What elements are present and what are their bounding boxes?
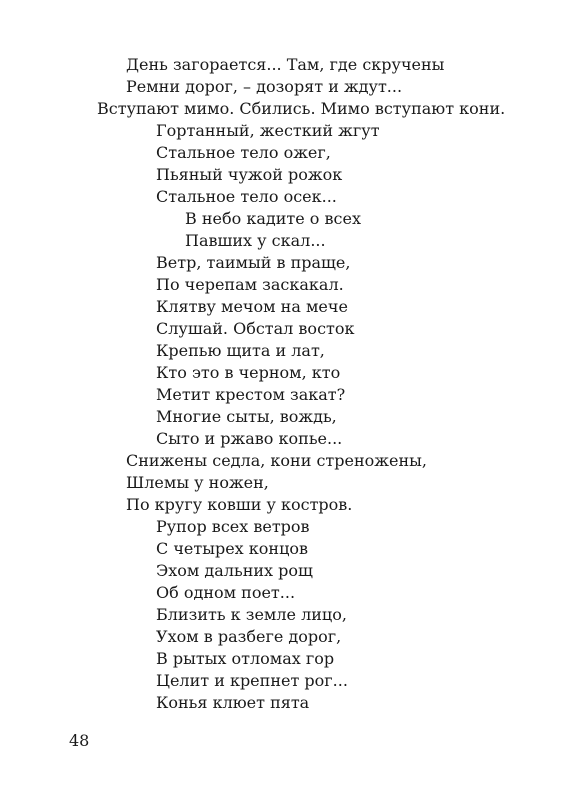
poem-line: Стальное тело осек... bbox=[156, 187, 337, 206]
poem-line: По кругу ковши у костров. bbox=[126, 495, 353, 514]
poem-line: С четырех концов bbox=[156, 539, 309, 558]
page-number: 48 bbox=[69, 731, 90, 750]
poem-line: В рытых отломах гор bbox=[156, 649, 335, 668]
poem-line: Ремни дорог, – дозорят и ждут... bbox=[126, 77, 403, 96]
poem-line: Снижены седла, кони стреножены, bbox=[126, 451, 427, 470]
poem-line: Рупор всех ветров bbox=[156, 517, 310, 536]
poem-line: Крепью щита и лат, bbox=[156, 341, 325, 360]
poem-line: Слушай. Обстал восток bbox=[156, 319, 355, 338]
poem-line: Шлемы у ножен, bbox=[126, 473, 269, 492]
poem-line: Конья клюет пята bbox=[156, 693, 310, 712]
poem-line: По черепам заскакал. bbox=[156, 275, 344, 294]
poem-line: Кто это в черном, кто bbox=[156, 363, 341, 382]
poem-line: В небо кадите о всех bbox=[185, 209, 361, 228]
poem-line: Пьяный чужой рожок bbox=[156, 165, 343, 184]
poem-line: Эхом дальних рощ bbox=[156, 561, 313, 580]
poem-line: Клятву мечом на мече bbox=[156, 297, 348, 316]
poem-line: Метит крестом закат? bbox=[156, 385, 346, 404]
poem-line: Целит и крепнет рог... bbox=[156, 671, 348, 690]
poem-line: Ветр, таимый в праще, bbox=[156, 253, 351, 272]
poem-line: Вступают мимо. Сбились. Мимо вступают кони. bbox=[97, 99, 506, 118]
poem-line: День загорается... Там, где скручены bbox=[126, 55, 445, 74]
poem-line: Близить к земле лицо, bbox=[156, 605, 347, 624]
poem-line: Сыто и ржаво копье... bbox=[156, 429, 343, 448]
poem-line: Гортанный, жесткий жгут bbox=[156, 121, 380, 140]
poem-line: Ухом в разбеге дорог, bbox=[156, 627, 342, 646]
poem-line: Стальное тело ожег, bbox=[156, 143, 331, 162]
poem-line: Павших у скал... bbox=[185, 231, 326, 250]
poem-line: Об одном поет... bbox=[156, 583, 296, 602]
poem-line: Многие сыты, вождь, bbox=[156, 407, 337, 426]
